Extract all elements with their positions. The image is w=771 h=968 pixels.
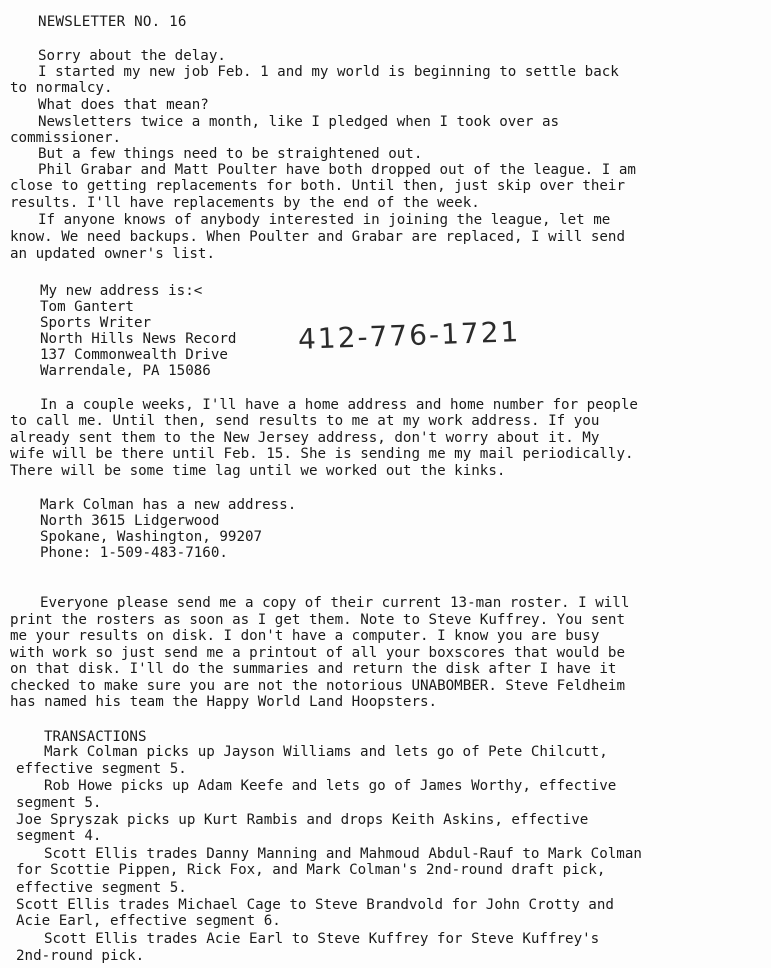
transaction-line: Mark Colman picks up Jayson Williams and lets go of Pete Chilcutt, xyxy=(44,744,608,760)
colman-address-line: North 3615 Lidgerwood xyxy=(40,513,220,529)
paragraph-line: Newsletters twice a month, like I pledged when I took over as xyxy=(38,114,560,130)
paragraph-line: checked to make sure you are not the notorious UNABOMBER. Steve Feldheim xyxy=(10,678,625,694)
transaction-line: Acie Earl, effective segment 6. xyxy=(16,913,281,929)
paragraph-line: to call me. Until then, send results to me at my work address. If you xyxy=(10,413,600,429)
paragraph-line: Everyone please send me a copy of their current 13-man roster. I will xyxy=(40,595,630,611)
newsletter-heading: NEWSLETTER NO. 16 xyxy=(38,14,187,30)
paragraph-line: Sorry about the delay. xyxy=(38,48,226,64)
transaction-line: Scott Ellis trades Michael Cage to Steve Brandvold for John Crotty and xyxy=(16,897,614,913)
paragraph-line: Phil Grabar and Matt Poulter have both dropped out of the league. I am xyxy=(38,162,636,178)
paragraph-line: print the rosters as soon as I get them. Note to Steve Kuffrey. You sent xyxy=(10,612,625,628)
colman-address-line: Mark Colman has a new address. xyxy=(40,497,297,513)
transaction-line: Rob Howe picks up Adam Keefe and lets go of James Worthy, effective xyxy=(44,778,617,794)
colman-address-line: Spokane, Washington, 99207 xyxy=(40,529,263,545)
address-line: Warrendale, PA 15086 xyxy=(40,363,211,379)
paragraph-line: In a couple weeks, I'll have a home address and home number for people xyxy=(40,397,638,413)
paragraph-line: I started my new job Feb. 1 and my world is beginning to settle back xyxy=(38,64,619,80)
paragraph-line: results. I'll have replacements by the end of the week. xyxy=(10,195,480,211)
paragraph-line: know. We need backups. When Poulter and Grabar are replaced, I will send xyxy=(10,229,625,245)
address-line: Tom Gantert xyxy=(40,299,134,315)
address-line: North Hills News Record xyxy=(40,331,237,347)
paragraph-line: wife will be there until Feb. 15. She is sending me my mail periodically. xyxy=(10,446,634,462)
paragraph-line: But a few things need to be straightened out. xyxy=(38,146,423,162)
address-line: 137 Commonwealth Drive xyxy=(40,347,228,363)
paragraph-line: close to getting replacements for both. Until then, just skip over their xyxy=(10,178,625,194)
address-line: Sports Writer xyxy=(40,315,152,331)
paragraph-line: If anyone knows of anybody interested in joining the league, let me xyxy=(38,212,611,228)
paragraph-line: has named his team the Happy World Land Hoopsters. xyxy=(10,694,438,710)
transaction-line: for Scottie Pippen, Rick Fox, and Mark Colman's 2nd-round draft pick, xyxy=(16,862,606,878)
paragraph-line: commissioner. xyxy=(10,130,122,146)
handwritten-phone-number: 412-776-1721 xyxy=(297,315,521,356)
transaction-line: segment 4. xyxy=(16,828,102,844)
transaction-line: Scott Ellis trades Danny Manning and Mahmoud Abdul-Rauf to Mark Colman xyxy=(44,846,642,862)
paragraph-line: with work so just send me a printout of all your boxscores that would be xyxy=(10,645,625,661)
transaction-line: 2nd-round pick. xyxy=(16,948,145,964)
paragraph-line: to normalcy. xyxy=(10,80,113,96)
paragraph-line: on that disk. I'll do the summaries and return the disk after I have it xyxy=(10,661,617,677)
transaction-line: Joe Spryszak picks up Kurt Rambis and drops Keith Askins, effective xyxy=(16,812,589,828)
paragraph-line: already sent them to the New Jersey address, don't worry about it. My xyxy=(10,430,600,446)
address-intro: My new address is:< xyxy=(40,283,203,299)
transaction-line: effective segment 5. xyxy=(16,880,187,896)
colman-phone: Phone: 1-509-483-7160. xyxy=(40,545,228,561)
transaction-line: segment 5. xyxy=(16,795,102,811)
paragraph-line: me your results on disk. I don't have a computer. I know you are busy xyxy=(10,628,600,644)
paragraph-line: What does that mean? xyxy=(38,97,209,113)
transaction-line: Scott Ellis trades Acie Earl to Steve Kuffrey for Steve Kuffrey's xyxy=(44,931,600,947)
paragraph-line: There will be some time lag until we worked out the kinks. xyxy=(10,463,506,479)
paragraph-line: an updated owner's list. xyxy=(10,246,215,262)
transactions-heading: TRANSACTIONS xyxy=(44,729,147,745)
transaction-line: effective segment 5. xyxy=(16,761,187,777)
